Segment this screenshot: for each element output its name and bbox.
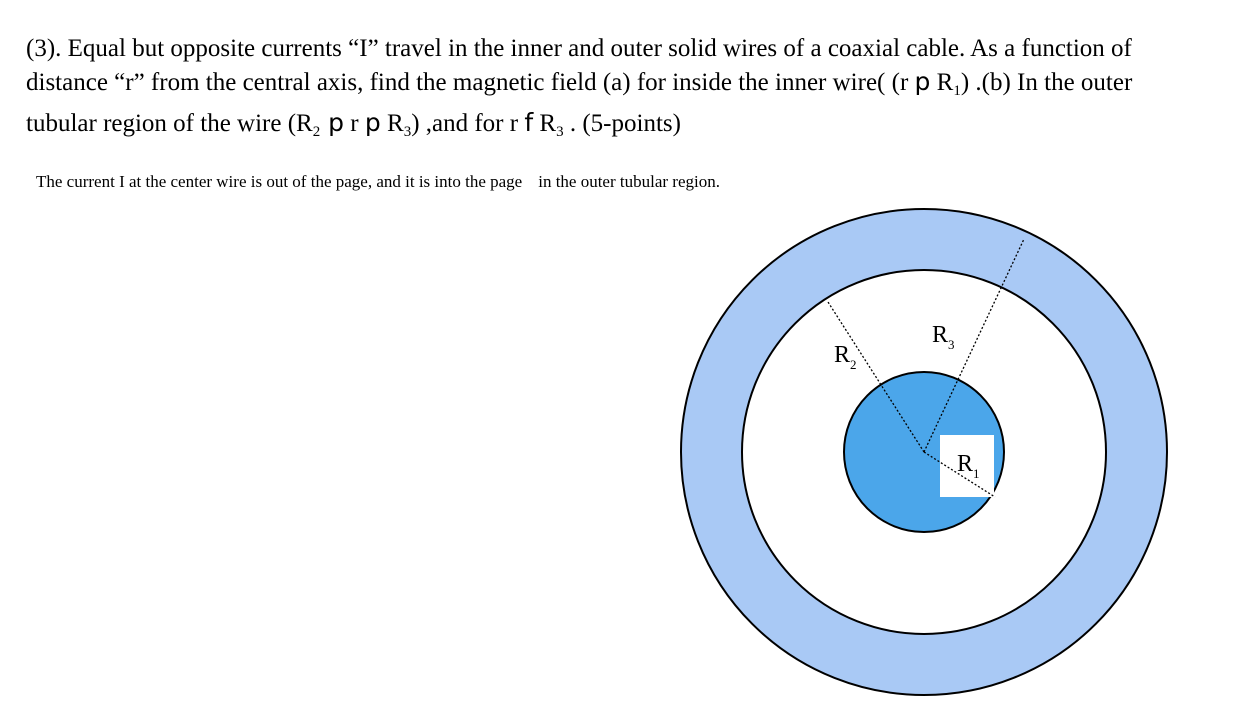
problem-line-1-text: (3). Equal but opposite currents “I” travel in the inner and outer solid wires of a coaxial cable. As a function of xyxy=(26,35,1132,62)
problem-line-3-text-f: . (5-points) xyxy=(563,110,681,137)
note-text-a: The current I at the center wire is out of the page, and it is into the page xyxy=(36,172,523,191)
note-text-b: in the outer tubular region. xyxy=(538,172,720,191)
problem-line-2-text-b: R xyxy=(930,69,954,96)
subscript-1: 1 xyxy=(953,83,961,99)
problem-line-2-text-a: distance “r” from the central axis, find the magnetic field (a) for inside the inner wire( (r xyxy=(26,69,915,96)
r2-label: $R_2$ xyxy=(834,342,857,372)
problem-line-3-text-d: ) ,and for r xyxy=(411,110,525,137)
subscript-3: 3 xyxy=(556,124,564,140)
problem-line-3-text-a: tubular region of the wire (R xyxy=(26,110,313,137)
less-than-symbol: p xyxy=(914,67,931,96)
r3-label: $R_3$ xyxy=(932,322,955,352)
problem-line-2-text-c: ) .(b) In the outer xyxy=(960,69,1133,96)
less-than-symbol: p xyxy=(320,108,345,137)
problem-line-3-text-b: r xyxy=(344,110,365,137)
problem-line-3-text-c: R xyxy=(380,110,404,137)
greater-than-symbol: f xyxy=(524,108,534,137)
subscript-2: 2 xyxy=(312,124,321,140)
r1-label: $R_1$ xyxy=(957,451,980,481)
less-than-symbol: p xyxy=(364,108,381,137)
problem-line-3-text-e: R xyxy=(533,110,557,137)
subscript-3: 3 xyxy=(403,124,412,140)
